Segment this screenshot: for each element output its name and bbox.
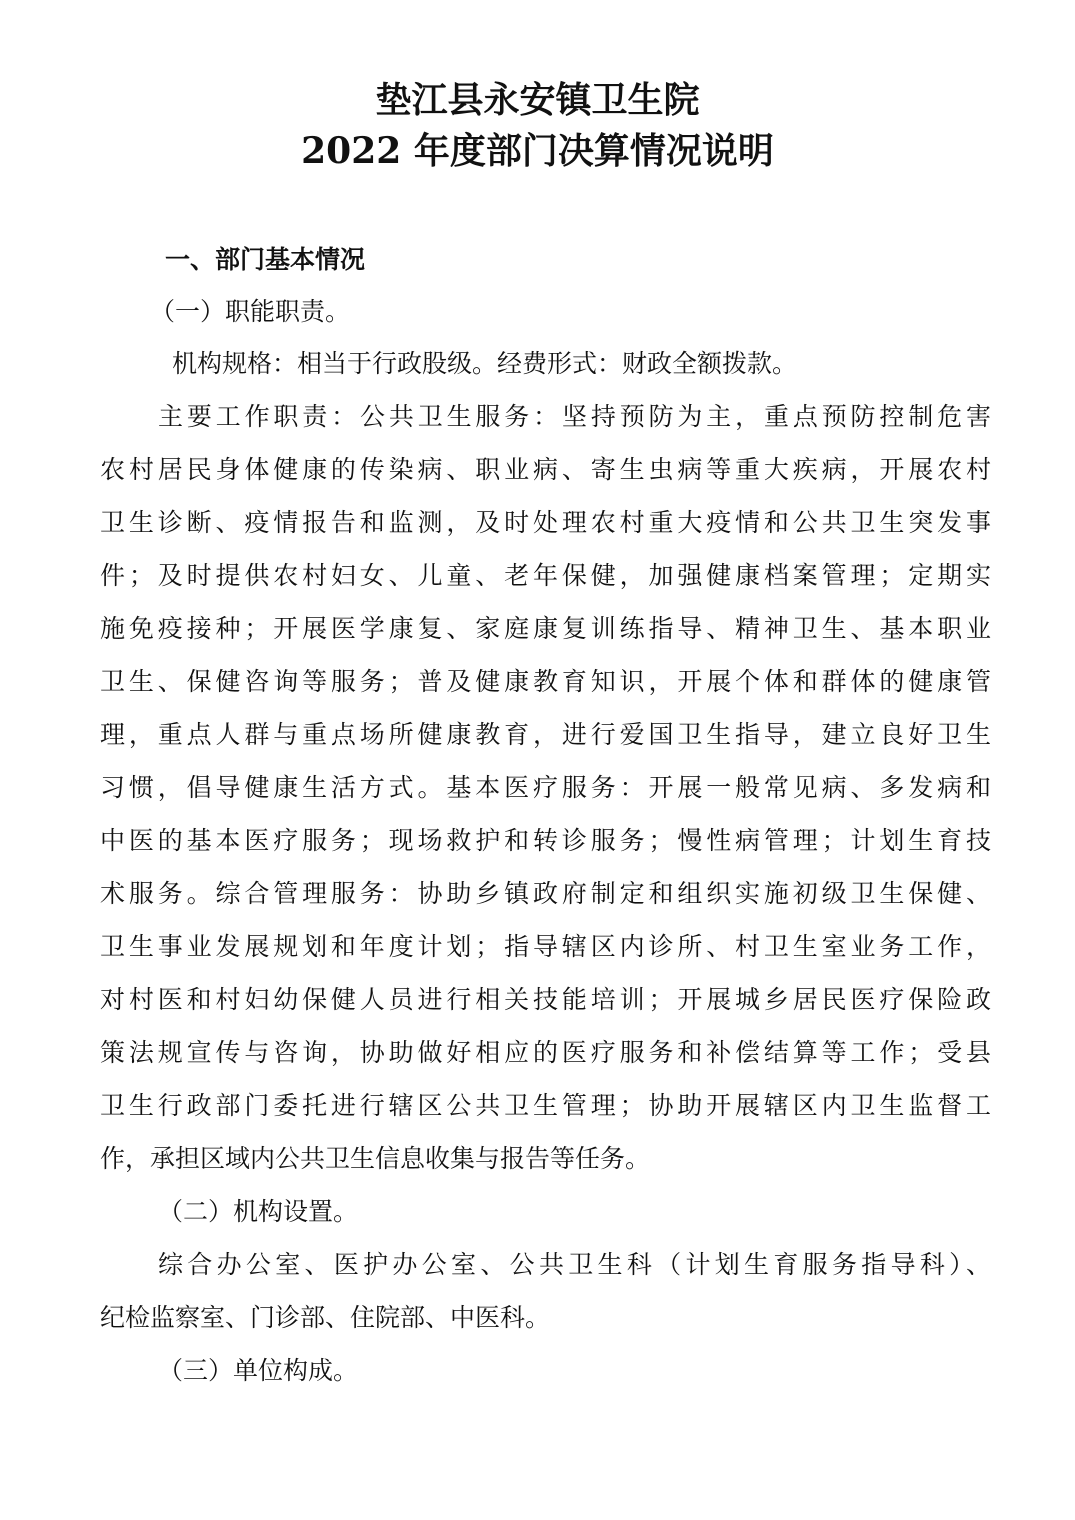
structure-paragraph-line: 综合办公室、医护办公室、公共卫生科（计划生育服务指导科）、 xyxy=(158,1250,991,1279)
duties-paragraph-line: 作，承担区域内公共卫生信息收集与报告等任务。 xyxy=(100,1144,651,1173)
duties-paragraph-line: 施免疫接种；开展医学康复、家庭康复训练指导、精神卫生、基本职业 xyxy=(100,614,991,643)
duties-paragraph-line: 件；及时提供农村妇女、儿童、老年保健，加强健康档案管理；定期实 xyxy=(100,561,991,590)
org-spec-paragraph: 机构规格：相当于行政股级。经费形式：财政全额拨款。 xyxy=(172,349,798,378)
document-title-line-1: 垫江县永安镇卫生院 xyxy=(375,79,700,121)
subsection-heading-composition: （三）单位构成。 xyxy=(158,1356,359,1385)
structure-paragraph-line: 纪检监察室、门诊部、住院部、中医科。 xyxy=(100,1303,551,1332)
subsection-heading-duties: （一）职能职责。 xyxy=(150,297,351,326)
duties-paragraph-line: 农村居民身体健康的传染病、职业病、寄生虫病等重大疾病，开展农村 xyxy=(100,455,991,484)
document-title-line-2: 2022 年度部门决算情况说明 xyxy=(301,130,774,172)
duties-paragraph-line: 中医的基本医疗服务；现场救护和转诊服务；慢性病管理；计划生育技 xyxy=(100,826,991,855)
duties-paragraph-line: 策法规宣传与咨询，协助做好相应的医疗服务和补偿结算等工作；受县 xyxy=(100,1038,991,1067)
duties-paragraph-line: 主要工作职责：公共卫生服务：坚持预防为主，重点预防控制危害 xyxy=(158,402,991,431)
duties-paragraph-line: 卫生行政部门委托进行辖区公共卫生管理；协助开展辖区内卫生监督工 xyxy=(100,1091,991,1120)
duties-paragraph-line: 术服务。综合管理服务：协助乡镇政府制定和组织实施初级卫生保健、 xyxy=(100,879,991,908)
section-heading-basic-info: 一、部门基本情况 xyxy=(165,245,366,274)
duties-paragraph-line: 习惯，倡导健康生活方式。基本医疗服务：开展一般常见病、多发病和 xyxy=(100,773,991,802)
duties-paragraph-line: 卫生事业发展规划和年度计划；指导辖区内诊所、村卫生室业务工作， xyxy=(100,932,991,961)
duties-paragraph-line: 理，重点人群与重点场所健康教育，进行爱国卫生指导，建立良好卫生 xyxy=(100,720,991,749)
subsection-heading-structure: （二）机构设置。 xyxy=(158,1197,359,1226)
duties-paragraph-line: 卫生诊断、疫情报告和监测，及时处理农村重大疫情和公共卫生突发事 xyxy=(100,508,991,537)
duties-paragraph-line: 卫生、保健咨询等服务；普及健康教育知识，开展个体和群体的健康管 xyxy=(100,667,991,696)
duties-paragraph-line: 对村医和村妇幼保健人员进行相关技能培训；开展城乡居民医疗保险政 xyxy=(100,985,991,1014)
